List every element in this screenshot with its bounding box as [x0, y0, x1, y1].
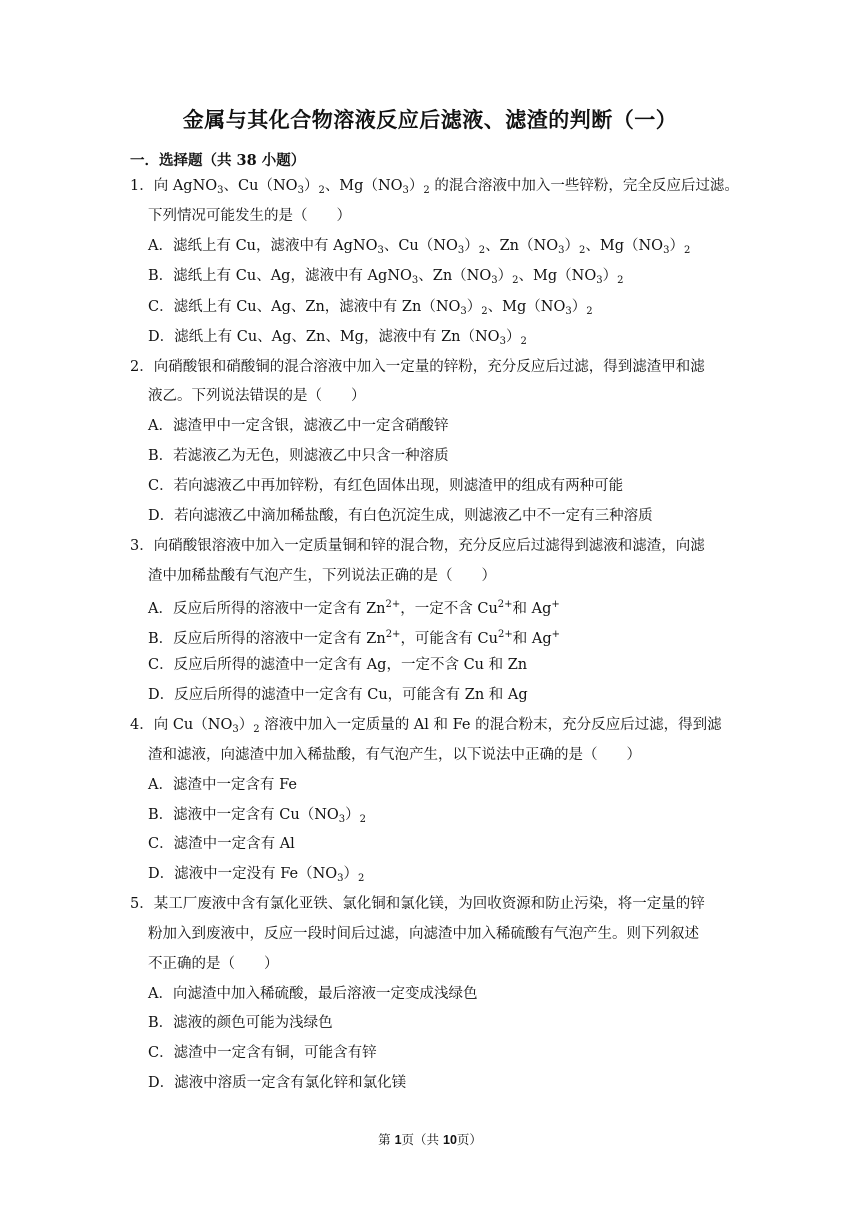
section-heading: 一．选择题（共 38 小题） — [130, 152, 306, 169]
document-title: 金属与其化合物溶液反应后滤液、滤渣的判断（一） — [182, 107, 678, 132]
question-5-option-a: A．向滤渣中加入稀硫酸，最后溶液一定变成浅绿色 — [148, 986, 478, 1002]
question-3-stem-cont: 渣中加稀盐酸有气泡产生，下列说法正确的是（ ） — [148, 568, 496, 584]
question-3-option-d: D．反应后所得的滤渣中一定含有 Cu，可能含有 Zn 和 Ag — [148, 687, 528, 703]
question-4-stem-cont: 渣和滤液，向滤渣中加入稀盐酸，有气泡产生，以下说法中正确的是（ ） — [148, 747, 641, 763]
question-5-option-b: B．滤液的颜色可能为浅绿色 — [148, 1015, 333, 1031]
question-1-option-b: B．滤纸上有 Cu、Ag，滤液中有 AgNO$_3$、$Zn(NO_3)_2$、$Mg(NO_3)_2$ — [148, 268, 624, 286]
question-3-option-b: B．反应后所得的溶液中一定含有 $Zn^{2+}$，可能含有 $Cu^{2+}$和 Ag+ — [148, 629, 560, 647]
question-2-option-b: B．若滤液乙为无色，则滤液乙中只含一种溶质 — [148, 448, 449, 464]
question-1-option-c: C．滤纸上有 Cu、Ag、Zn，滤液中有 $Zn(NO_3)_2$、$Mg(NO_3)_2$ — [148, 299, 593, 317]
question-5-stem-cont: 粉加入到废液中，反应一段时间后过滤，向滤渣中加入稀硫酸有气泡产生。则下列叙述 — [148, 926, 699, 942]
question-4-option-d: D．滤液中一定没有 $Fe(NO_3)_2$ — [148, 866, 365, 884]
question-1-stem-cont: 下列情况可能发生的是（ ） — [148, 208, 351, 224]
page-number: 1 — [394, 1133, 402, 1147]
question-4-option-a: A．滤渣中一定含有 Fe — [148, 777, 297, 793]
question-5-stem: 5．某工厂废液中含有氯化亚铁、氯化铜和氯化镁，为回收资源和防止污染，将一定量的锌 — [130, 896, 705, 912]
question-4-stem: 4．向 $Cu(NO_3)_2$ 溶液中加入一定质量的 Al 和 Fe 的混合粉末，充分反应后过滤，得到滤 — [130, 717, 722, 735]
question-5-option-c: C．滤渣中一定含有铜，可能含有锌 — [148, 1045, 377, 1061]
page-footer: 第 1页（共 10页） — [378, 1132, 482, 1147]
question-3-option-c: C．反应后所得的滤渣中一定含有 Ag，一定不含 Cu 和 Zn — [148, 657, 528, 673]
question-4-option-b: B．滤液中一定含有 $Cu(NO_3)_2$ — [148, 807, 367, 825]
page-total: 10 — [443, 1133, 457, 1147]
question-3-option-a: A．反应后所得的溶液中一定含有 $Zn^{2+}$，一定不含 $Cu^{2+}$和 Ag+ — [148, 599, 560, 617]
question-1-option-a: A．滤纸上有 Cu，滤液中有 AgNO$_3$、$Cu(NO_3)_2$、$Zn(NO_3)_2$、$Mg(NO_3)_2$ — [148, 238, 691, 256]
question-2-stem-cont: 液乙。下列说法错误的是（ ） — [148, 388, 366, 404]
question-1-stem: 1．向 AgNO$_3$、$Cu(NO_3)_2$、$Mg(NO_3)_2$ 的混合溶液中加入一些锌粉，完全反应后过滤。 — [130, 178, 739, 196]
question-5-stem-cont-2: 不正确的是（ ） — [148, 956, 279, 972]
question-3-stem: 3．向硝酸银溶液中加入一定质量铜和锌的混合物，充分反应后过滤得到滤液和滤渣，向滤 — [130, 538, 705, 554]
question-1-option-d: D．滤纸上有 Cu、Ag、Zn、Mg，滤液中有 $Zn(NO_3)_2$ — [148, 329, 527, 347]
question-2-stem: 2．向硝酸银和硝酸铜的混合溶液中加入一定量的锌粉，充分反应后过滤，得到滤渣甲和滤 — [130, 359, 705, 375]
question-5-option-d: D．滤液中溶质一定含有氯化锌和氯化镁 — [148, 1075, 407, 1091]
question-2-option-d: D．若向滤液乙中滴加稀盐酸，有白色沉淀生成，则滤液乙中不一定有三种溶质 — [148, 508, 653, 524]
question-2-option-a: A．滤渣甲中一定含银，滤液乙中一定含硝酸锌 — [148, 418, 449, 434]
question-4-option-c: C．滤渣中一定含有 Al — [148, 836, 295, 852]
question-2-option-c: C．若向滤液乙中再加锌粉，有红色固体出现，则滤渣甲的组成有两种可能 — [148, 478, 624, 494]
